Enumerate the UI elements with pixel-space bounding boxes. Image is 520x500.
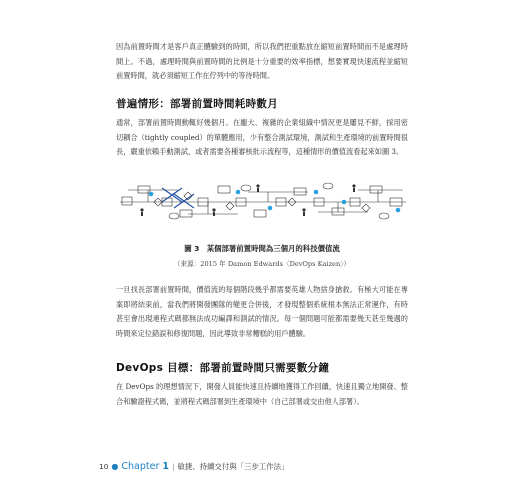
common-case-paragraph: 通常，部署前置時間動輒好幾個月。在龐大、複雜的企業組織中情況更是屢見不鮮，採用密切耦合（tightly coupled）的單體應用，少有整合測試環境，測試和生產環境的前置時間很長，嚴重依賴手動測試，或者需要各種審核批示流程等，這種情形的價值流看起來如圖 3。	[116, 118, 408, 157]
page-number: 10	[99, 462, 109, 471]
figure-source: （來源：2015 年 Damon Edwards〈DevOps Kaizen〉）	[173, 260, 351, 268]
footer-separator: |	[172, 462, 175, 471]
intro-paragraph: 因為前置時間才是客戶真正體驗到的時間，所以我們把重點放在縮短前置時間而不是處理時間上。不過，處理時間與前置時間的比例是十分重要的效率指標，想要實現快速流程並縮短前置時間，就必須縮短工作在佇列中的等待時間。	[116, 42, 408, 81]
heading-devops-goal: DevOps 目標：部署前置時間只需要數分鐘	[116, 362, 330, 374]
figure-caption: 圖 3 某個部署前置時間為三個月的科技價值流	[184, 244, 340, 253]
value-stream-figure	[118, 180, 408, 224]
page-footer	[99, 461, 288, 472]
chapter-label: Chapter	[121, 461, 160, 472]
chapter-number: 1	[162, 461, 169, 472]
long-lead-time-paragraph: 一旦找長部署前置時間，價值流的每個階段幾乎都需要英雄人物捨身搶救。有極大可能在專案即將結束前，當我們將開發團隊的變更合併後，才發現整個系統根本無法正常運作，有時甚至會出現連程式碼都無法成功編譯和測試的情況。每一個問題可能都需要幾天甚至幾週的時間來定位錯誤和修復問題，因此導致非常糟糕的用戶體驗。	[116, 285, 408, 338]
devops-goal-paragraph: 在 DevOps 的理想情況下，開發人員能快速且持續地獲得工作回饋，快速且獨立地開發、整合和驗證程式碼，並將程式碼部署到生產環境中（自己部署或交由他人部署）。	[116, 382, 408, 406]
heading-common-case: 普遍情形：部署前置時間耗時數月	[116, 98, 278, 110]
bullet-icon: ●	[111, 462, 119, 471]
chapter-title: 敏捷、持續交付與「三步工作法」	[177, 462, 289, 471]
